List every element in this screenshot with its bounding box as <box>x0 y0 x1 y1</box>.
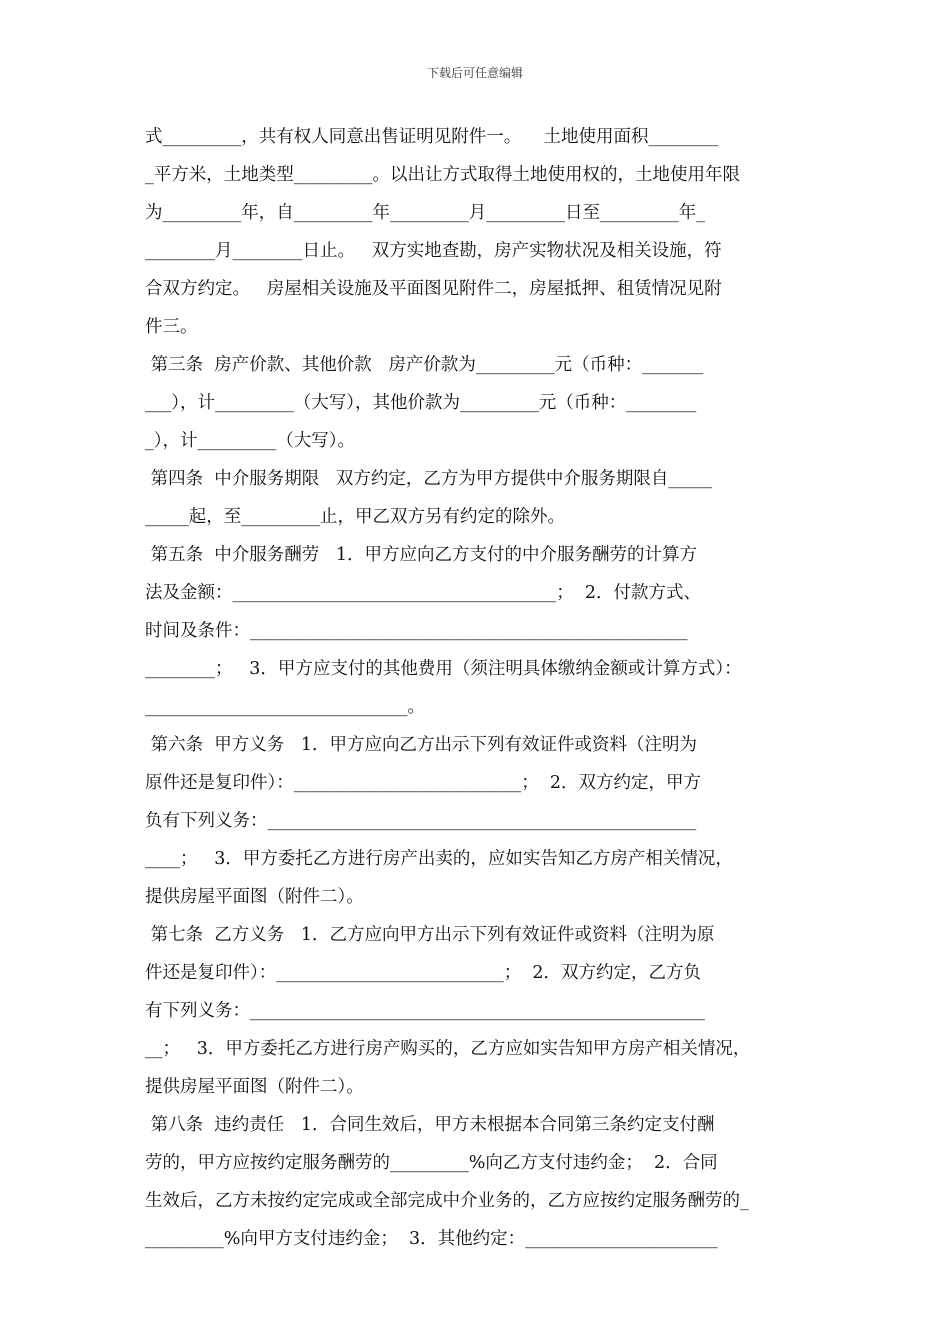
text-line: 提供房屋平面图（附件二）。 <box>145 887 364 907</box>
text-line: 法及金额：_____________________________________； 2．付款方式、 <box>145 583 702 603</box>
text-line: 提供房屋平面图（附件二）。 <box>145 1077 364 1097</box>
page-header: 下载后可任意编辑 <box>426 66 523 80</box>
text-line: 件还是复印件）：__________________________； 2．双方约定，乙方负 <box>145 963 702 983</box>
text-line: 式_________，共有权人同意出售证明见附件一。 土地使用面积________ <box>145 127 719 147</box>
text-line: 劳的，甲方应按约定服务酬劳的_________%向乙方支付违约金； 2．合同 <box>145 1153 718 1173</box>
text-line: 第六条 甲方义务 1．甲方应向乙方出示下列有效证件或资料（注明为 <box>145 735 698 755</box>
text-line: 原件还是复印件）：__________________________； 2．双方约定，甲方 <box>145 773 702 793</box>
text-line: __； 3．甲方委托乙方进行房产购买的，乙方应如实告知甲方房产相关情况， <box>145 1039 751 1059</box>
text-line: 第五条 中介服务酬劳 1．甲方应向乙方支付的中介服务酬劳的计算方 <box>145 545 698 565</box>
text-line: 合双方约定。 房屋相关设施及平面图见附件二，房屋抵押、租赁情况见附 <box>145 279 722 299</box>
text-line: 生效后，乙方未按约定完成或全部完成中介业务的，乙方应按约定服务酬劳的_ <box>145 1191 749 1211</box>
text-line: 第八条 违约责任 1．合同生效后，甲方未根据本合同第三条约定支付酬 <box>145 1115 715 1135</box>
text-line: 负有下列义务：_________________________________________________ <box>145 811 697 831</box>
text-line: ______________________________。 <box>145 697 425 717</box>
text-line: 第四条 中介服务期限 双方约定，乙方为甲方提供中介服务期限自_____ <box>145 469 713 489</box>
text-line: _），计_________（大写）。 <box>145 431 355 451</box>
text-line: 第七条 乙方义务 1．乙方应向甲方出示下列有效证件或资料（注明为原 <box>145 925 715 945</box>
text-line: 为_________年，自_________年_________月_________日至_________年_ <box>145 203 705 223</box>
text-line: _平方米，土地类型_________。以出让方式取得土地使用权的，土地使用年限 <box>145 165 740 185</box>
text-line: 第三条 房产价款、其他价款 房产价款为_________元（币种：_______ <box>145 355 704 375</box>
text-line: _________%向甲方支付违约金； 3．其他约定：______________________ <box>145 1229 718 1249</box>
text-line: 件三。 <box>145 317 198 337</box>
text-line: ___），计_________（大写），其他价款为_________元（币种：________ <box>145 393 697 413</box>
text-line: ________； 3．甲方应支付的其他费用（须注明具体缴纳金额或计算方式）： <box>145 659 742 679</box>
text-line: 时间及条件：__________________________________________________ <box>145 621 688 641</box>
text-line: ________月________日止。 双方实地查勘，房产实物状况及相关设施，符 <box>145 241 722 261</box>
document-body <box>145 124 815 1264</box>
text-line: 有下列义务：____________________________________________________ <box>145 1001 705 1021</box>
text-line: _____起，至_________止，甲乙双方另有约定的除外。 <box>145 507 565 527</box>
text-line: ____； 3．甲方委托乙方进行房产出卖的，应如实告知乙方房产相关情况， <box>145 849 733 869</box>
